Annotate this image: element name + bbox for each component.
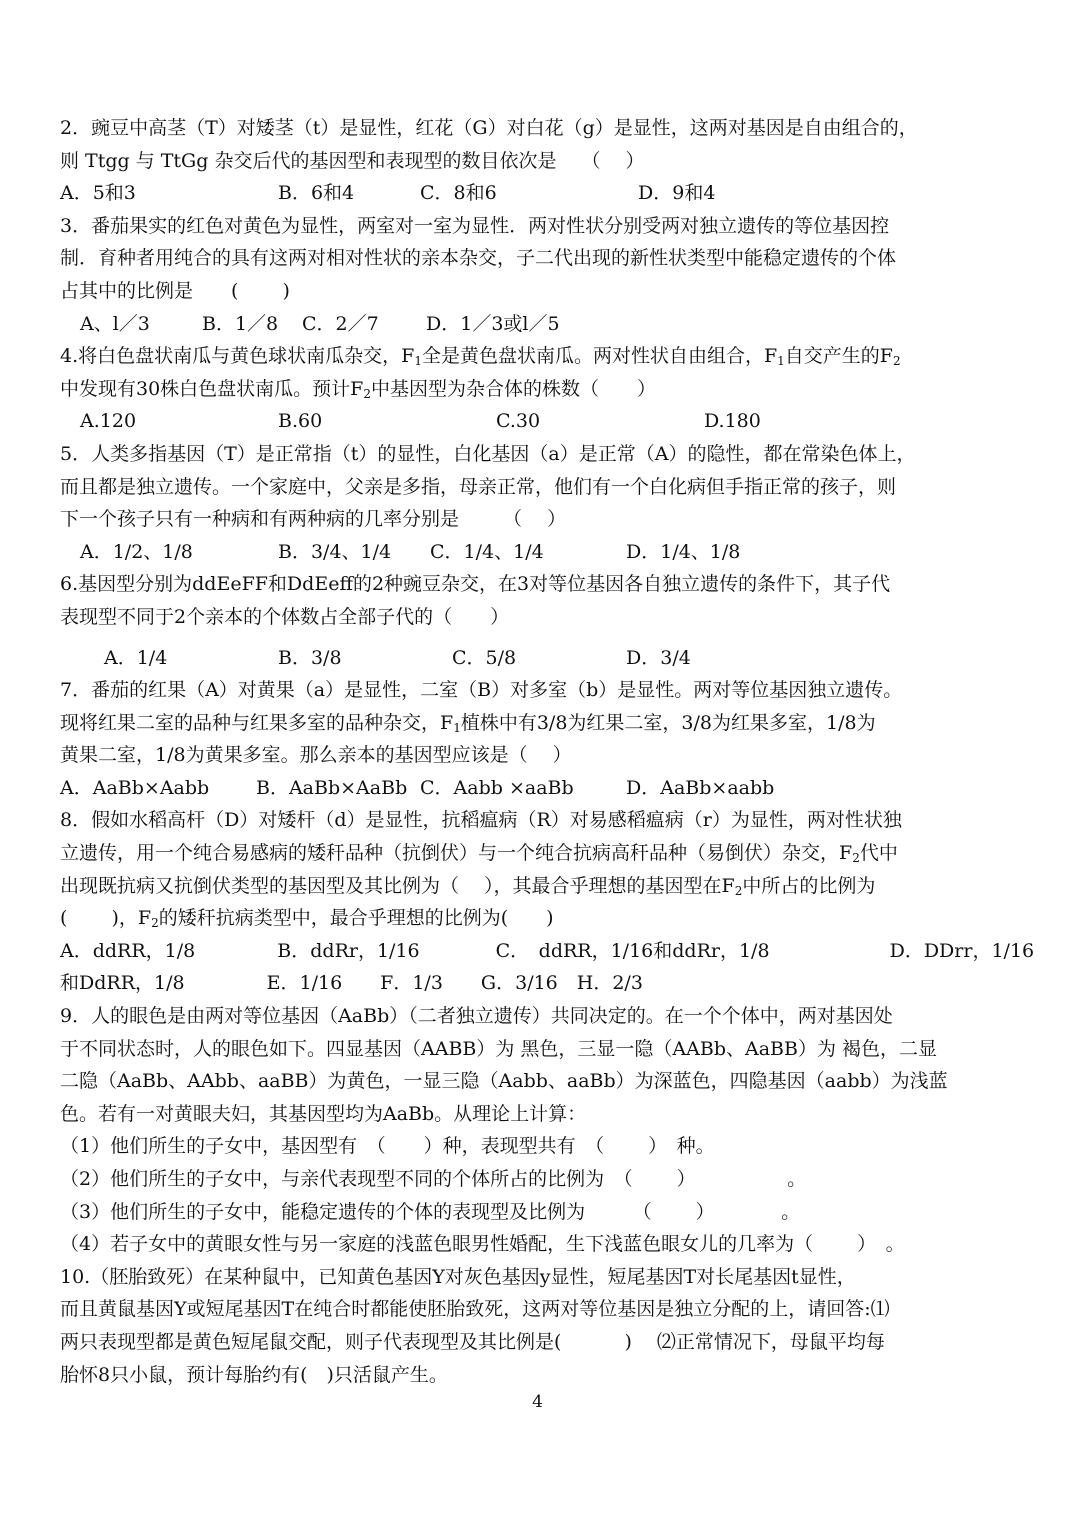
question-2-line-1: 2．豌豆中高茎（T）对矮茎（t）是显性，红花（G）对白花（g）是显性，这两对基因是自由组合的， [60, 117, 918, 139]
option-c: C．2／7 [302, 312, 379, 335]
question-7-options [60, 772, 1045, 805]
option-d: D．1／3或l／5 [426, 312, 560, 335]
option-c: C.30 [496, 410, 541, 433]
question-7-line-1: 7．番茄的红果（A）对黄果（a）是显性，二室（B）对多室（b）是显性。两对等位基因独立遗传。 [60, 679, 903, 702]
question-3-line-1: 3．番茄果实的红色对黄色为显性，两室对一室为显性．两对性状分别受两对独立遗传的等位基因控 [60, 214, 890, 237]
option-b: B．6和4 [278, 182, 355, 205]
question-8-line-1: 8．假如水稻高杆（D）对矮杆（d）是显性，抗稻瘟病（R）对易感稻瘟病（r）为显性，两对性状独 [60, 809, 902, 832]
question-5-line-1: 5．人类多指基因（T）是正常指（t）的显性，白化基因（a）是正常（A）的隐性，都在常染色体上， [60, 442, 916, 465]
question-3-line-3: 占其中的比例是 ( ) [60, 279, 290, 302]
option-b: B．3/8 [278, 646, 342, 669]
question-4-options [60, 405, 1045, 438]
question-6-options [60, 642, 1045, 675]
question-8-line-3: 出现既抗病又抗倒伏类型的基因型及其比例为（ ），其最合乎理想的基因型在$F_2$中所占的比例为 [60, 874, 876, 898]
option-a: A．1/4 [104, 646, 168, 669]
document-body [60, 112, 1045, 1391]
page-number: 4 [532, 1392, 543, 1412]
question-2-options [60, 177, 1045, 210]
question-2-line-2: 则 Ttgg 与 TtGg 杂交后代的基因型和表现型的数目依次是 （ ） [60, 149, 645, 172]
question-9-sub-2: （2）他们所生的子女中，与亲代表现型不同的个体所占的比例为 （ ） 。 [60, 1168, 807, 1190]
question-4-line-1: 4.将白色盘状南瓜与黄色球状南瓜杂交，$F_1$全是黄色盘状南瓜。两对性状自由组合，$F_1$自交产生的$F_2$ [60, 345, 901, 369]
question-10-line-1: 10.（胚胎致死）在某种鼠中，已知黄色基因Y对灰色基因y显性，短尾基因T对长尾基因t显性， [60, 1265, 856, 1288]
question-10-line-4: 胎怀8只小鼠，预计每胎约有( )只活鼠产生。 [60, 1363, 448, 1386]
question-3-line-2: 制．育种者用纯合的具有这两对相对性状的亲本杂交，子二代出现的新性状类型中能稳定遗传的个体 [60, 247, 897, 270]
option-b: B．1／8 [202, 312, 279, 335]
option-d: D.180 [704, 410, 761, 433]
question-9-line-4: 色。若有一对黄眼夫妇，其基因型均为AaBb。从理论上计算： [60, 1102, 587, 1125]
question-8-line-4: ( )，$F_2$的矮秆抗病类型中，最合乎理想的比例为( ) [60, 907, 554, 931]
option-c: C．8和6 [420, 182, 497, 205]
option-b: B．3/4、1/4 [278, 540, 392, 563]
question-9-sub-3: （3）他们所生的子女中，能稳定遗传的个体的表现型及比例为 （ ） 。 [60, 1200, 801, 1223]
question-8-options-2: 和DdRR，1/8 E．1/16 F．1/3 G．3/16 H．2/3 [60, 972, 643, 995]
option-a: A．AaBb×Aabb [60, 776, 210, 799]
question-3-options [60, 308, 1045, 341]
question-8-line-2: 立遗传，用一个纯合易感病的矮秆品种（抗倒伏）与一个纯合抗病高秆品种（易倒伏）杂交，$F_2$代中 [60, 842, 898, 866]
option-c: C．1/4、1/4 [430, 540, 544, 563]
question-9-sub-4: （4）若子女中的黄眼女性与另一家庭的浅蓝色眼男性婚配，生下浅蓝色眼女儿的几率为（ ） 。 [60, 1233, 905, 1256]
option-a: A．1/2、1/8 [80, 540, 193, 563]
question-9-line-3: 二隐（AaBb、AAbb、aaBB）为黄色，一显三隐（Aabb、aaBb）为深蓝色，四隐基因（aabb）为浅蓝 [60, 1070, 948, 1093]
question-6-line-1: 6.基因型分别为ddEeFF和DdEeff的2种豌豆杂交，在3对等位基因各自独立遗传的条件下，其子代 [60, 573, 891, 596]
question-9-sub-1: （1）他们所生的子女中，基因型有 （ ）种，表现型共有 （ ） 种。 [60, 1135, 715, 1158]
question-8-options-1: A．ddRR，1/8 B．ddRr，1/16 C． ddRR，1/16和ddRr，1/8 D．DDrr，1/16 [60, 939, 1035, 962]
question-5-line-3: 下一个孩子只有一种病和有两种病的几率分别是 （ ） [60, 508, 567, 531]
option-a: A．5和3 [60, 182, 136, 205]
option-a: A.120 [80, 410, 137, 433]
option-d: D．9和4 [638, 182, 716, 205]
question-9-line-2: 于不同状态时，人的眼色如下。四显基因（AABB）为 黑色，三显一隐（AABb、AaBB）为 褐色，二显 [60, 1037, 937, 1060]
option-b: B.60 [278, 410, 323, 433]
question-10-line-2: 而且黄鼠基因Y或短尾基因T在纯合时都能使胚胎致死，这两对等位基因是独立分配的上，请回答:⑴ [60, 1298, 890, 1321]
question-10-line-3: 两只表现型都是黄色短尾鼠交配，则子代表现型及其比例是( ) ⑵正常情况下，母鼠平均每 [60, 1330, 885, 1353]
question-4-line-2: 中发现有30株白色盘状南瓜。预计$F_2$中基因型为杂合体的株数（ ） [60, 377, 657, 401]
question-6-line-2: 表现型不同于2个亲本的个体数占全部子代的（ ） [60, 605, 510, 628]
option-a: A、l／3 [80, 312, 150, 335]
question-9-line-1: 9．人的眼色是由两对等位基因（AaBb）（二者独立遗传）共同决定的。在一个个体中，两对基因处 [60, 1005, 893, 1028]
question-5-line-2: 而且都是独立遗传。一个家庭中，父亲是多指，母亲正常，他们有一个白化病但手指正常的孩子，则 [60, 475, 897, 498]
question-7-line-2: 现将红果二室的品种与红果多室的品种杂交，$F_1$植株中有3/8为红果二室，3/8为红果多室，1/8为 [60, 711, 876, 735]
option-c: C．Aabb ×aaBb [420, 776, 574, 799]
question-7-line-3: 黄果二室，1/8为黄果多室。那么亲本的基因型应该是（ ） [60, 744, 572, 767]
question-5-options [60, 536, 1045, 569]
option-d: D．3/4 [626, 646, 691, 669]
option-b: B．AaBb×AaBb [256, 776, 408, 799]
option-c: C．5/8 [452, 646, 517, 669]
option-d: D．1/4、1/8 [626, 540, 741, 563]
option-d: D．AaBb×aabb [626, 776, 775, 799]
